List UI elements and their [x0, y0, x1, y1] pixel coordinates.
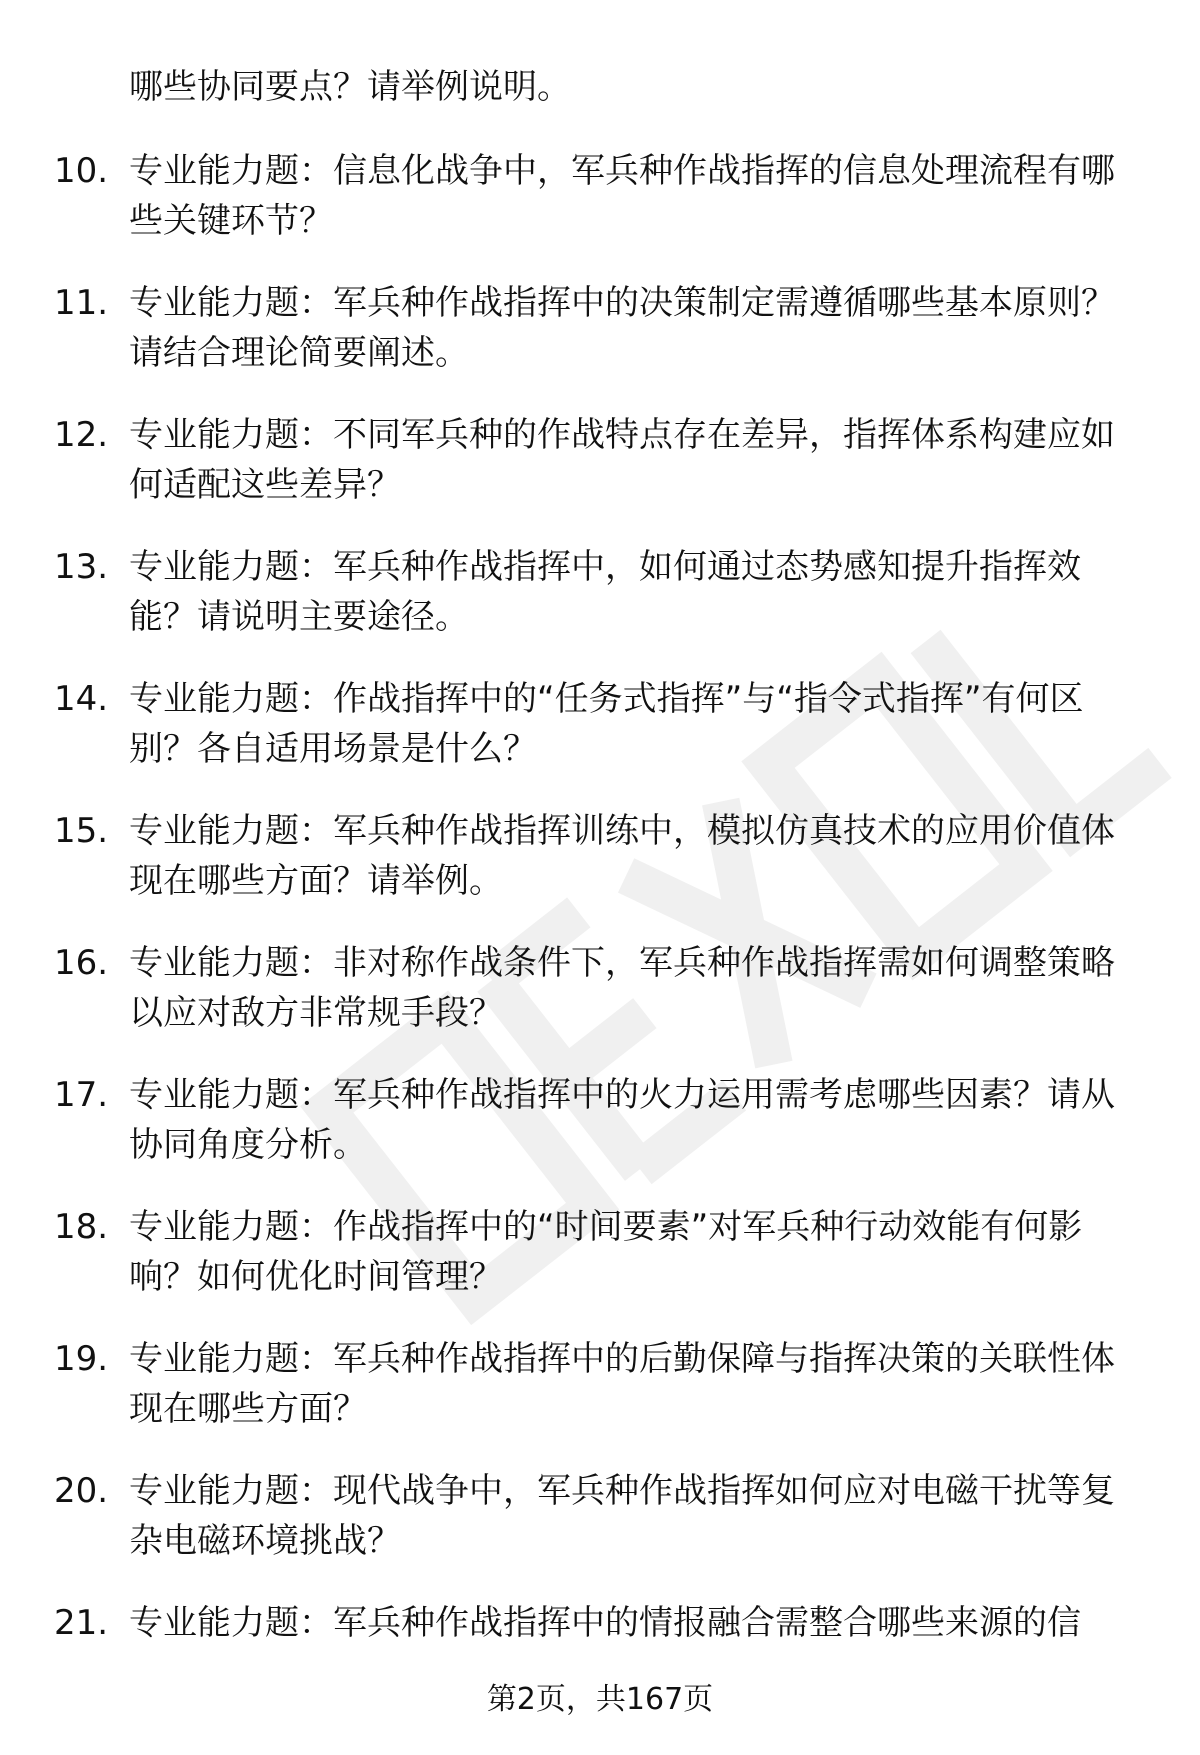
list-item — [0, 1202, 1200, 1334]
question-number: 11. — [54, 283, 109, 323]
question-text: 专业能力题：军兵种作战指挥中的后勤保障与指挥决策的关联性体现在哪些方面？ — [129, 1339, 1115, 1429]
question-number: 20. — [54, 1471, 109, 1511]
question-text: 专业能力题：军兵种作战指挥中的决策制定需遵循哪些基本原则？请结合理论简要阐述。 — [129, 283, 1115, 373]
question-text: 专业能力题：军兵种作战指挥训练中，模拟仿真技术的应用价值体现在哪些方面？请举例。 — [129, 811, 1115, 901]
question-text: 专业能力题：军兵种作战指挥中的火力运用需考虑哪些因素？请从协同角度分析。 — [129, 1075, 1115, 1165]
list-item — [0, 410, 1200, 542]
continuation-text: 哪些协同要点？请举例说明。 — [129, 67, 571, 107]
list-item — [0, 938, 1200, 1070]
question-text: 专业能力题：非对称作战条件下，军兵种作战指挥需如何调整策略以应对敌方非常规手段？ — [129, 943, 1115, 1033]
question-text: 专业能力题：信息化战争中，军兵种作战指挥的信息处理流程有哪些关键环节？ — [129, 151, 1115, 241]
question-number: 17. — [54, 1075, 109, 1115]
question-number: 16. — [54, 943, 109, 983]
page-footer: 第2页，共167页 — [486, 1682, 714, 1717]
question-number: 13. — [54, 547, 109, 587]
list-item — [0, 674, 1200, 806]
question-number: 10. — [54, 151, 109, 191]
question-text: 专业能力题：军兵种作战指挥中，如何通过态势感知提升指挥效能？请说明主要途径。 — [129, 547, 1081, 637]
list-item — [0, 146, 1200, 278]
list-item — [0, 1466, 1200, 1598]
question-number: 19. — [54, 1339, 109, 1379]
question-number: 18. — [54, 1207, 109, 1247]
question-list — [0, 146, 1200, 1730]
question-text: 专业能力题：现代战争中，军兵种作战指挥如何应对电磁干扰等复杂电磁环境挑战？ — [129, 1471, 1115, 1561]
list-item — [0, 1070, 1200, 1202]
question-number: 14. — [54, 679, 109, 719]
question-text: 专业能力题：作战指挥中的“时间要素”对军兵种行动效能有何影响？如何优化时间管理？ — [129, 1207, 1083, 1297]
question-number: 15. — [54, 811, 109, 851]
list-item — [0, 806, 1200, 938]
list-item — [0, 542, 1200, 674]
question-text: 专业能力题：不同军兵种的作战特点存在差异，指挥体系构建应如何适配这些差异？ — [129, 415, 1115, 505]
list-item — [0, 1334, 1200, 1466]
question-text: 专业能力题：作战指挥中的“任务式指挥”与“指令式指挥”有何区别？各自适用场景是什么？ — [129, 679, 1084, 769]
list-item — [0, 278, 1200, 410]
question-text: 专业能力题：军兵种作战指挥中的情报融合需整合哪些来源的信 — [129, 1603, 1081, 1643]
question-number: 21. — [54, 1603, 109, 1643]
question-number: 12. — [54, 415, 109, 455]
